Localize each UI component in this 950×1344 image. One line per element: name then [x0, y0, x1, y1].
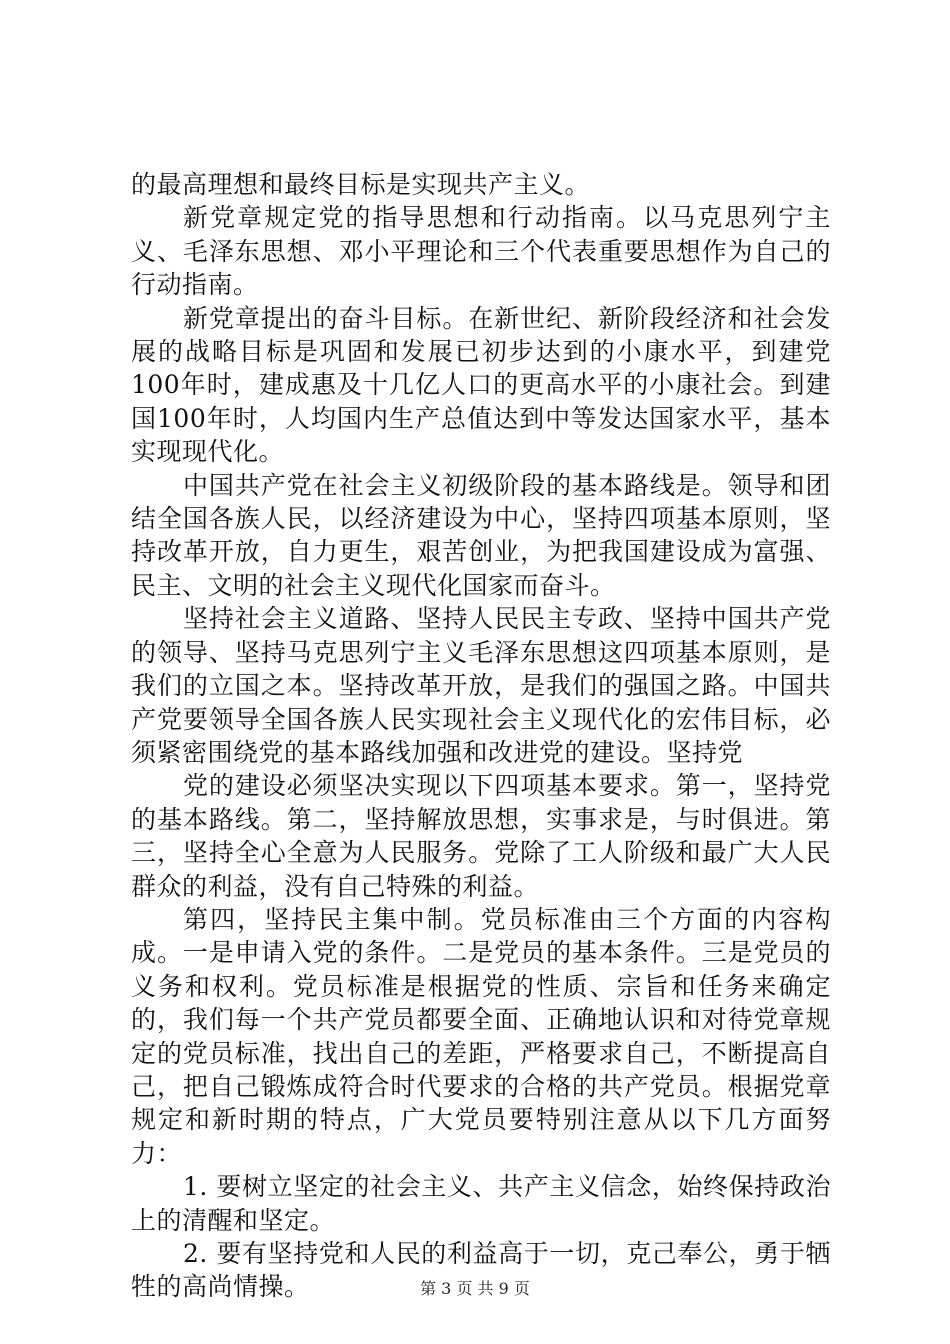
- list-item-2: 2. 要有坚持党和人民的利益高于一切，克己奉公，勇于牺牲的高尚情操。: [131, 1239, 831, 1302]
- page-footer: [0, 1276, 950, 1299]
- paragraph-5: 坚持社会主义道路、坚持人民民主专政、坚持中国共产党的领导、坚持马克思列宁主义毛泽东思想这四项基本原则，是我们的立国之本。坚持改革开放，是我们的强国之路。中国共产党要领导全国各族人民实现社会主义现代化的宏伟目标，必须紧密围绕党的基本路线加强和改进党的建设。坚持党: [131, 604, 831, 767]
- paragraph-2: 新党章规定党的指导思想和行动指南。以马克思列宁主义、毛泽东思想、邓小平理论和三个代表重要思想作为自己的行动指南。: [131, 203, 831, 300]
- paragraph-3: 新党章提出的奋斗目标。在新世纪、新阶段经济和社会发展的战略目标是巩固和发展已初步达到的小康水平，到建党100年时，建成惠及十几亿人口的更高水平的小康社会。到建国100年时，人均国内生产总值达到中等发达国家水平，基本实现现代化。: [131, 303, 831, 467]
- list-item-1: 1. 要树立坚定的社会主义、共产主义信念，始终保持政治上的清醒和坚定。: [131, 1172, 831, 1235]
- paragraph-1: 的最高理想和最终目标是实现共产主义。: [131, 170, 591, 199]
- paragraph-6: 党的建设必须坚决实现以下四项基本要求。第一，坚持党的基本路线。第二，坚持解放思想，实事求是，与时俱进。第三，坚持全心全意为人民服务。党除了工人阶级和最广大人民群众的利益，没有自己特殊的利益。: [131, 771, 831, 901]
- paragraph-4: 中国共产党在社会主义初级阶段的基本路线是。领导和团结全国各族人民，以经济建设为中心，坚持四项基本原则，坚持改革开放，自力更生，艰苦创业，为把我国建设成为富强、民主、文明的社会主义现代化国家而奋斗。: [131, 470, 831, 600]
- document-body: [131, 168, 831, 1304]
- paragraph-7: 第四，坚持民主集中制。党员标准由三个方面的内容构成。一是申请入党的条件。二是党员的基本条件。三是党员的义务和权利。党员标准是根据党的性质、宗旨和任务来确定的，我们每一个共产党员都要全面、正确地认识和对待党章规定的党员标准，找出自己的差距，严格要求自己，不断提高自己，把自己锻炼成符合时代要求的合格的共产党员。根据党章规定和新时期的特点，广大党员要特别注意从以下几方面努力：: [131, 904, 831, 1168]
- page-number-label: 第 3 页 共 9 页: [420, 1279, 530, 1298]
